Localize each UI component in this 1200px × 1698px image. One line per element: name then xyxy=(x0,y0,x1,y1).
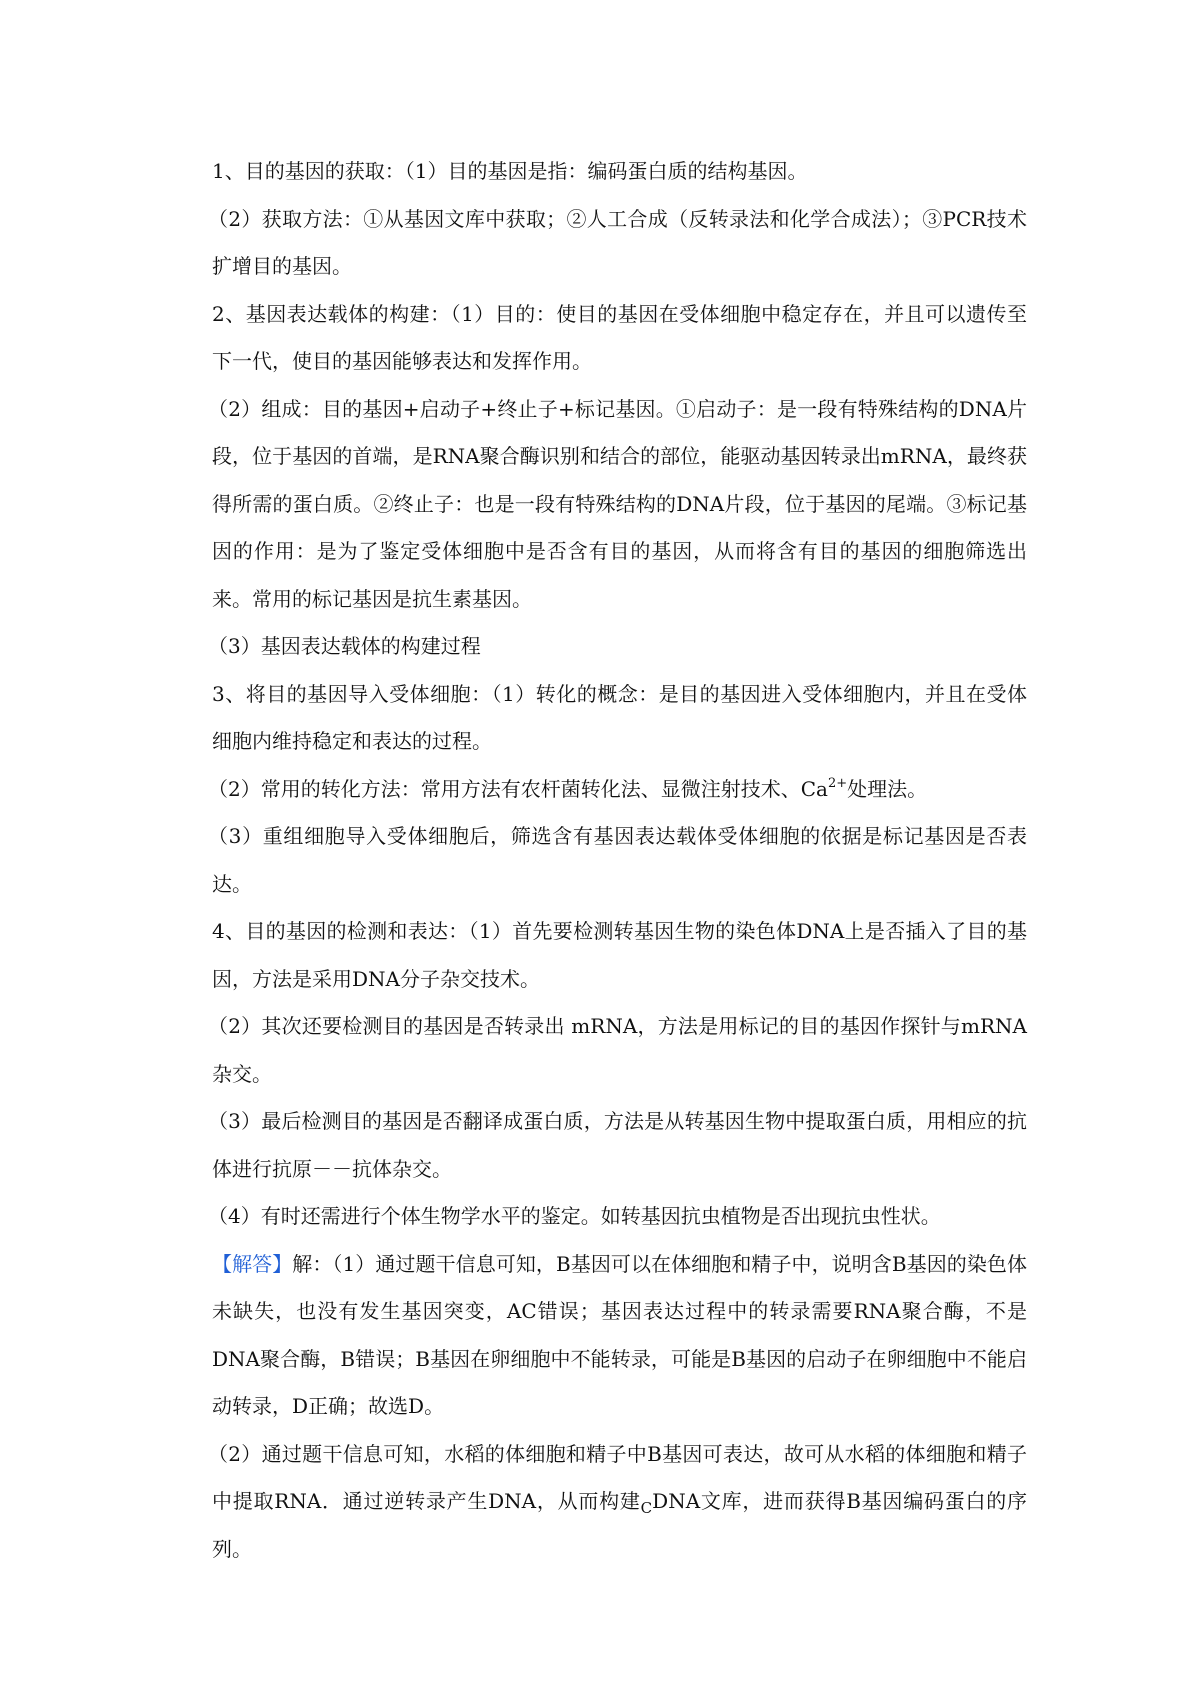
cdna-subscript-c: C xyxy=(640,1499,653,1517)
answer-text: 解：（1）通过题干信息可知，B基因可以在体细胞和精子中，说明含B基因的染色体未缺失，也没有发生基因突变，AC错误；基因表达过程中的转录需要RNA聚合酶，不是DNA聚合酶，B错误；B基因在卵细胞中不能转录，可能是B基因的启动子在卵细胞中不能启动转录，D正确；故选D。 xyxy=(212,1251,1027,1418)
paragraph-3: 2、基因表达载体的构建：（1）目的：使目的基因在受体细胞中稳定存在，并且可以遗传至下一代，使目的基因能够表达和发挥作用。 xyxy=(212,301,1027,373)
paragraph-14 xyxy=(208,1431,1027,1574)
answer-tag: 【解答】 xyxy=(212,1251,293,1276)
paragraph-9: 4、目的基因的检测和表达：（1）首先要检测转基因生物的染色体DNA上是否插入了目的基因，方法是采用DNA分子杂交技术。 xyxy=(212,919,1027,991)
document-body xyxy=(208,148,1027,1573)
paragraph-4: （2）组成：目的基因+启动子+终止子+标记基因。①启动子：是一段有特殊结构的DNA片段，位于基因的首端，是RNA聚合酶识别和结合的部位，能驱动基因转录出mRNA，最终获得所需的蛋白质。②终止子：也是一段有特殊结构的DNA片段，位于基因的尾端。③标记基因的作用：是为了鉴定受体细胞中是否含有目的基因，从而将含有目的基因的细胞筛选出来。常用的标记基因是抗生素基因。 xyxy=(208,396,1027,611)
paragraph-11: （3）最后检测目的基因是否翻译成蛋白质，方法是从转基因生物中提取蛋白质，用相应的抗体进行抗原－－抗体杂交。 xyxy=(208,1109,1027,1181)
calcium-charge-superscript: 2+ xyxy=(827,775,848,791)
answer-paragraph xyxy=(212,1241,1027,1431)
paragraph-10: （2）其次还要检测目的基因是否转录出 mRNA，方法是用标记的目的基因作探针与mRNA杂交。 xyxy=(208,1014,1027,1086)
paragraph-8: （3）重组细胞导入受体细胞后，筛选含有基因表达载体受体细胞的依据是标记基因是否表达。 xyxy=(208,824,1027,896)
paragraph-7 xyxy=(208,766,1027,814)
paragraph-14-text-a: （2）通过题干信息可知，水稻的体细胞和精子中B基因可表达，故可从水稻的体细胞和精子中提取RNA．通过逆转录产生DNA，从而构建 xyxy=(208,1441,1027,1513)
paragraph-7-text-b: 处理法。 xyxy=(847,776,928,801)
paragraph-7-text-a: （2）常用的转化方法：常用方法有农杆菌转化法、显微注射技术、Ca xyxy=(208,776,828,801)
paragraph-2: （2）获取方法：①从基因文库中获取；②人工合成（反转录法和化学合成法）；③PCR技术扩增目的基因。 xyxy=(208,206,1027,278)
paragraph-12: （4）有时还需进行个体生物学水平的鉴定。如转基因抗虫植物是否出现抗虫性状。 xyxy=(208,1204,941,1228)
paragraph-6: 3、将目的基因导入受体细胞：（1）转化的概念：是目的基因进入受体细胞内，并且在受体细胞内维持稳定和表达的过程。 xyxy=(212,681,1027,753)
paragraph-1: 1、目的基因的获取：（1）目的基因是指：编码蛋白质的结构基因。 xyxy=(212,159,808,183)
paragraph-14-text-b: DNA文库，进而获得B基因编码蛋白的序列。 xyxy=(212,1489,1027,1561)
paragraph-5: （3）基因表达载体的构建过程 xyxy=(208,634,481,658)
